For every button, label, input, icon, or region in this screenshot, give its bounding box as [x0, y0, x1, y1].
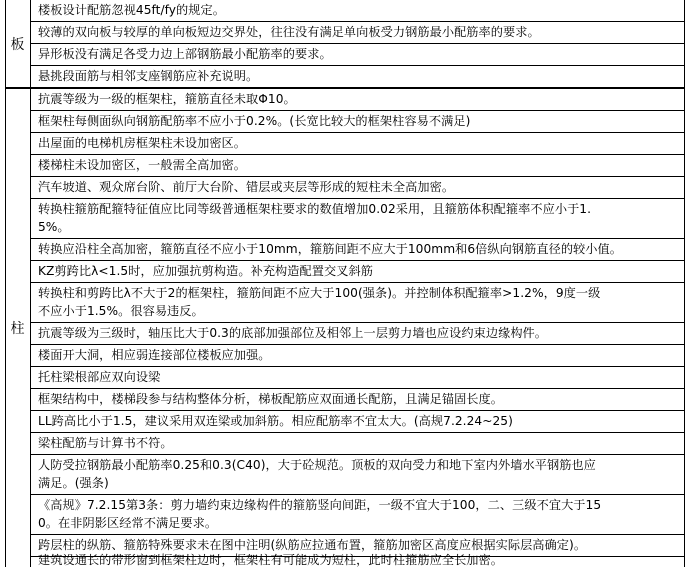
row-text-line-2: 5%。	[38, 219, 70, 234]
table-row	[31, 177, 685, 199]
row-text: KZ剪跨比λ<1.5时，应加强抗剪构造。补充构造配置交叉斜筋	[38, 264, 373, 278]
table-row	[31, 261, 685, 283]
row-text-line-2: 0。在非阴影区经常不满足要求。	[38, 515, 218, 530]
table-row	[31, 89, 685, 111]
table-row	[31, 389, 685, 411]
row-text: 跨层柱的纵筋、箍筋特殊要求未在图中注明(纵筋应拉通布置，箍筋加密区高度应根据实际层高确定)。	[38, 538, 587, 552]
row-text: 转换应沿柱全高加密，箍筋直径不应小于10mm，箍筋间距不应大于100mm和6倍纵向钢筋直径的较小值。	[38, 242, 623, 256]
table-row	[31, 323, 685, 345]
row-text-line-2: 不应小于1.5%。很容易违反。	[38, 303, 204, 318]
table-row	[31, 155, 685, 177]
category-label: 板	[10, 36, 25, 53]
table-row	[31, 411, 685, 433]
table-row	[31, 22, 685, 44]
table-row	[31, 66, 685, 87]
row-text-line-1: 转换柱箍筋配箍特征值应比同等级普通框架柱要求的数值增加0.02采用，且箍筋体积配箍率不应小于1.	[38, 202, 592, 216]
row-text: 楼板设计配筋忽视45ft/fy的规定。	[38, 3, 225, 17]
table-row	[31, 553, 685, 567]
table-row	[31, 44, 685, 66]
category-cell-column	[5, 89, 31, 567]
row-text: 框架柱每侧面纵向钢筋配筋率不应小于0.2%。(长宽比较大的框架柱容易不满足)	[38, 114, 471, 128]
row-text-line-1: 转换柱和剪跨比λ不大于2的框架柱，箍筋间距不应大于100(强条)。并控制体积配箍率>1.2%，9度一级	[38, 286, 601, 300]
table-row	[31, 133, 685, 155]
row-text-line-1: 人防受拉钢筋最小配筋率0.25和0.3(C40)，大于砼规范。顶板的双向受力和地下室内外墙水平钢筋也应	[38, 458, 596, 472]
row-text: 框架结构中，楼梯段参与结构整体分析，梯板配筋应双面通长配筋，且满足锚固长度。	[38, 392, 504, 406]
row-text: 抗震等级为一级的框架柱，箍筋直径未取Φ10。	[38, 92, 296, 106]
table-row	[31, 495, 685, 535]
row-text: LL跨高比小于1.5，建议采用双连梁或加斜筋。相应配筋率不宜太大。(高规7.2.24~25)	[38, 414, 513, 428]
row-text: 梁柱配筋与计算书不符。	[38, 436, 173, 450]
row-text: 汽车坡道、观众席台阶、前厅大台阶、错层或夹层等形成的短柱未全高加密。	[38, 180, 455, 194]
row-text: 建筑设通长的带形窗到框架柱边时，框架柱有可能成为短柱，此时柱箍筋应全长加密。	[38, 553, 504, 567]
category-cell-slab	[5, 0, 31, 87]
table-row	[31, 433, 685, 455]
row-text: 楼梯柱未设加密区，一般需全高加密。	[38, 158, 247, 172]
table-row	[31, 111, 685, 133]
table-row	[31, 283, 685, 323]
row-text: 较薄的双向板与较厚的单向板短边交界处，往往没有满足单向板受力钢筋最小配筋率的要求。	[38, 25, 540, 39]
table-row	[31, 345, 685, 367]
row-text: 托柱梁根部应双向设梁	[38, 370, 161, 384]
category-label: 柱	[10, 321, 25, 337]
table-row	[31, 199, 685, 239]
table-row	[31, 239, 685, 261]
table-row	[31, 455, 685, 495]
row-text: 悬挑段面筋与相邻支座钢筋应补充说明。	[38, 69, 259, 83]
row-text-line-2: 满足。(强条)	[38, 475, 109, 490]
row-text: 抗震等级为三级时，轴压比大于0.3的底部加强部位及相邻上一层剪力墙也应设约束边缘构件。	[38, 326, 548, 340]
row-text-line-1: 《高规》7.2.15第3条：剪力墙约束边缘构件的箍筋竖向间距，一级不宜大于100，二、三级不宜大于15	[38, 498, 602, 512]
row-text: 出屋面的电梯机房框架柱未设加密区。	[38, 136, 247, 150]
row-text: 异形板没有满足各受力边上部钢筋最小配筋率的要求。	[38, 47, 332, 61]
table-row	[31, 0, 685, 22]
row-text: 楼面开大洞，相应弱连接部位楼板应加强。	[38, 348, 271, 362]
table-row	[31, 367, 685, 389]
